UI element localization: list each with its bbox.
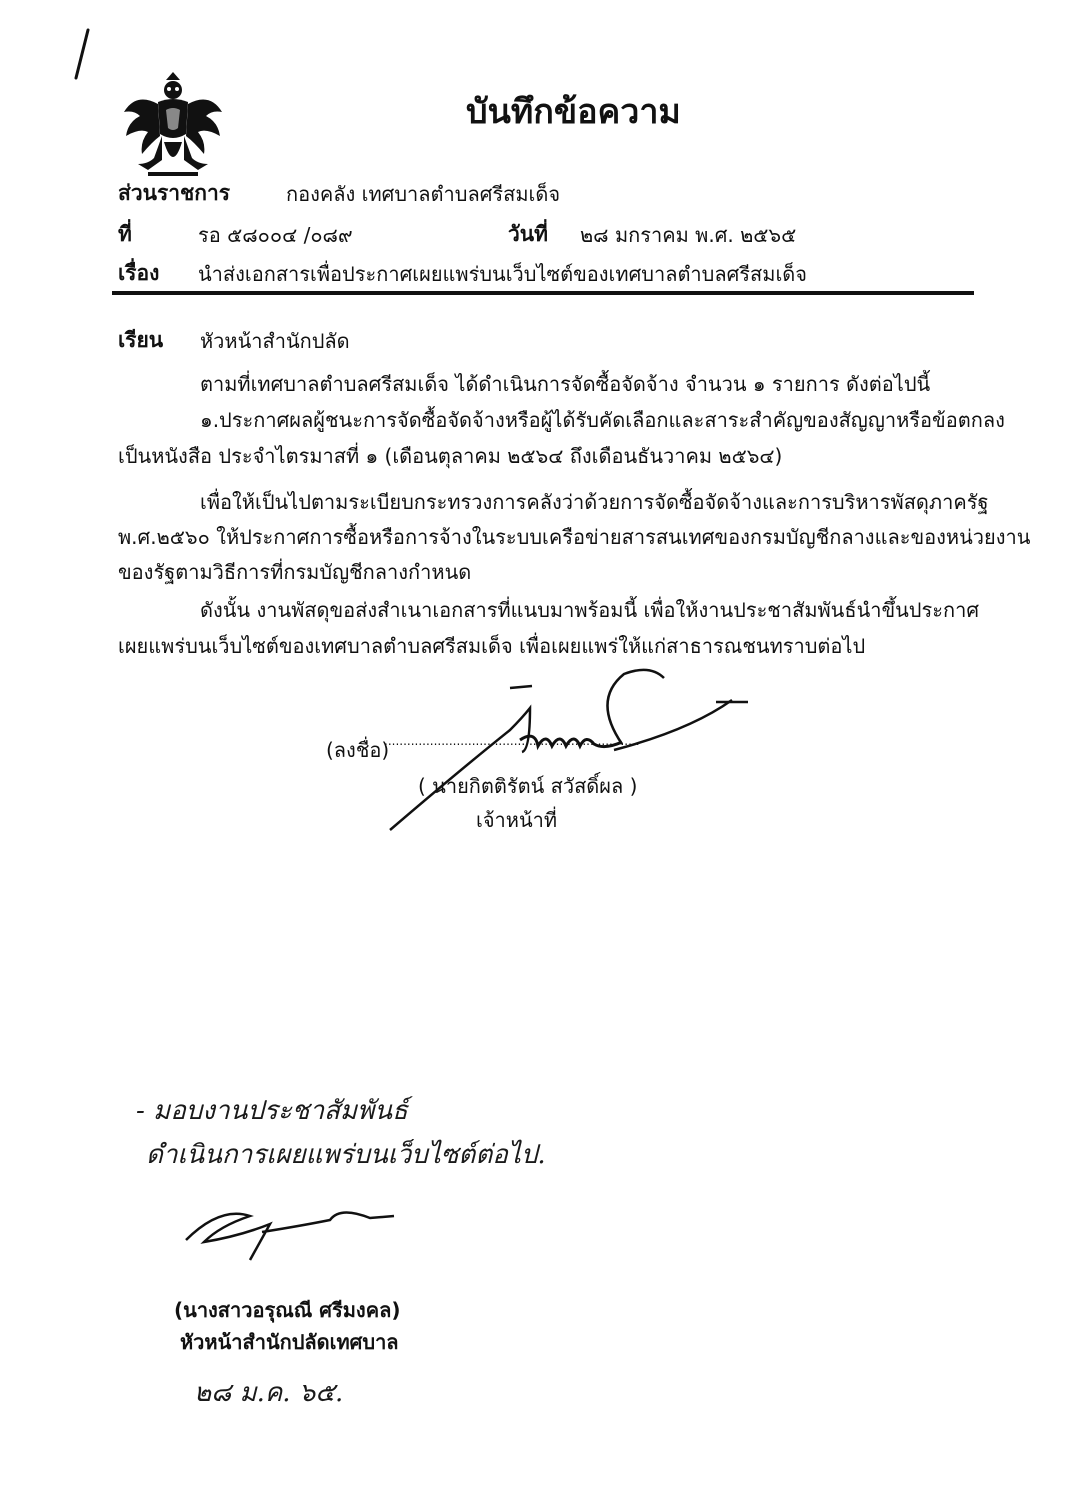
paragraph-2-line-1: ๑.ประกาศผลผู้ชนะการจัดซื้อจัดจ้างหรือผู้ได้รับคัดเลือกและสาระสำคัญของสัญญาหรือข้อตกลง xyxy=(200,408,1005,432)
subject-label: เรื่อง xyxy=(118,261,160,285)
sign-label: (ลงชื่อ) xyxy=(326,738,390,762)
approver-signature-icon xyxy=(180,1196,420,1266)
officer-name: ( นายกิตติรัตน์ สวัสดิ์ผล ) xyxy=(418,774,638,798)
handwritten-note-line-1: - มอบงานประชาสัมพันธ์ xyxy=(136,1096,408,1126)
paragraph-1: ตามที่เทศบาลตำบลศรีสมเด็จ ได้ดำเนินการจัดซื้อจัดจ้าง จำนวน ๑ รายการ ดังต่อไปนี้ xyxy=(200,372,931,396)
pen-mark-icon xyxy=(66,26,106,86)
ref-label: ที่ xyxy=(118,222,132,246)
approver-name: (นางสาวอรุณณี ศรีมงคล) xyxy=(174,1298,401,1322)
date-label: วันที่ xyxy=(508,222,548,246)
paragraph-3-line-2: พ.ศ.๒๕๖๐ ให้ประกาศการซื้อหรือการจ้างในระบบเครือข่ายสารสนเทศของกรมบัญชีกลางและของหน่วยงาน xyxy=(118,525,1031,549)
handwritten-note-line-2: ดำเนินการเผยแพร่บนเว็บไซต์ต่อไป. xyxy=(146,1140,546,1170)
paragraph-4-line-1: ดังนั้น งานพัสดุขอส่งสำเนาเอกสารที่แนบมาพร้อมนี้ เพื่อให้งานประชาสัมพันธ์นำขึ้นประกาศ xyxy=(200,598,980,622)
paragraph-4-line-2: เผยแพร่บนเว็บไซต์ของเทศบาลตำบลศรีสมเด็จ เพื่อเผยแพร่ให้แก่สาธารณชนทราบต่อไป xyxy=(118,634,866,658)
handwritten-date: ๒๘ ม.ค. ๖๕. xyxy=(194,1378,344,1408)
paragraph-2-line-2: เป็นหนังสือ ประจำไตรมาสที่ ๑ (เดือนตุลาคม ๒๕๖๔ ถึงเดือนธันวาคม ๒๕๖๔) xyxy=(118,444,783,468)
officer-position: เจ้าหน้าที่ xyxy=(476,808,558,832)
date-value: ๒๘ มกราคม พ.ศ. ๒๕๖๕ xyxy=(580,223,797,247)
paragraph-3-line-1: เพื่อให้เป็นไปตามระเบียบกระทรวงการคลังว่าด้วยการจัดซื้อจัดจ้างและการบริหารพัสดุภาครัฐ xyxy=(200,490,989,514)
to-value: หัวหน้าสำนักปลัด xyxy=(200,329,350,353)
ref-value: รอ ๕๘๐๐๔ /๐๘๙ xyxy=(198,223,353,247)
approver-position: หัวหน้าสำนักปลัดเทศบาล xyxy=(180,1330,399,1354)
paragraph-3-line-3: ของรัฐตามวิธีการที่กรมบัญชีกลางกำหนด xyxy=(118,560,472,584)
to-label: เรียน xyxy=(118,328,164,352)
document-title: บันทึกข้อความ xyxy=(466,92,681,132)
subject-value: นำส่งเอกสารเพื่อประกาศเผยแพร่บนเว็บไซต์ของเทศบาลตำบลศรีสมเด็จ xyxy=(198,262,807,286)
department-value: กองคลัง เทศบาลตำบลศรีสมเด็จ xyxy=(286,182,561,206)
signature-dots: ................................................................... xyxy=(384,734,640,748)
header-divider xyxy=(112,291,974,295)
officer-signature-icon xyxy=(360,660,760,860)
garuda-emblem-icon xyxy=(118,72,228,182)
department-label: ส่วนราชการ xyxy=(118,181,231,205)
